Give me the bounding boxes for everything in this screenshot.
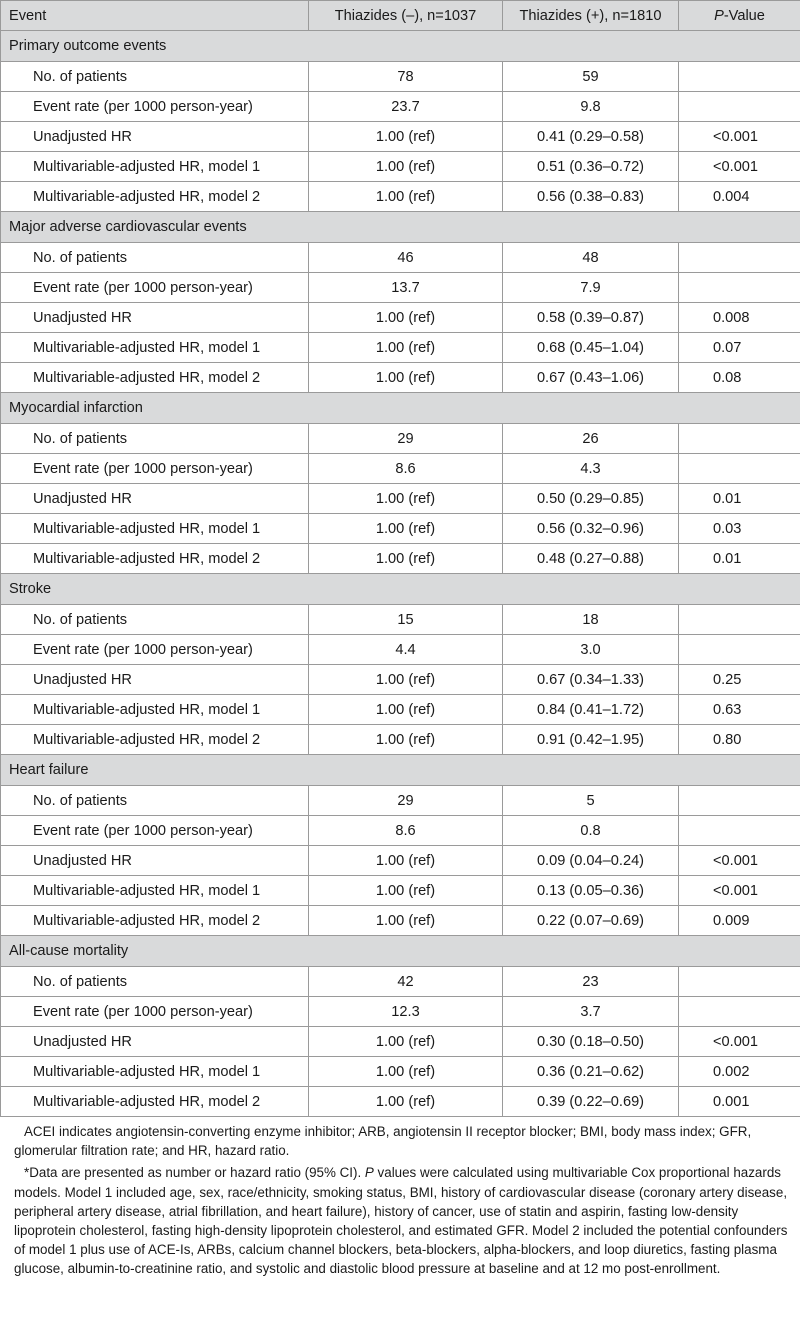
thiazides-positive-cell: 5: [503, 786, 679, 816]
thiazides-positive-cell: 48: [503, 243, 679, 273]
section-title: Primary outcome events: [1, 31, 800, 62]
row-label-cell: Event rate (per 1000 person-year): [1, 635, 309, 665]
p-value-cell: [679, 243, 800, 273]
row-label-cell: No. of patients: [1, 605, 309, 635]
thiazides-positive-cell: 18: [503, 605, 679, 635]
thiazides-negative-cell: 1.00 (ref): [309, 303, 503, 333]
row-label-cell: Event rate (per 1000 person-year): [1, 273, 309, 303]
row-label-cell: No. of patients: [1, 967, 309, 997]
row-label-cell: Multivariable-adjusted HR, model 2: [1, 725, 309, 755]
thiazides-negative-cell: 1.00 (ref): [309, 363, 503, 393]
row-label-cell: Multivariable-adjusted HR, model 1: [1, 152, 309, 182]
table-row: [1, 424, 800, 454]
p-value-cell: 0.01: [679, 484, 800, 514]
row-label-cell: Multivariable-adjusted HR, model 1: [1, 876, 309, 906]
row-label-cell: Unadjusted HR: [1, 665, 309, 695]
thiazides-positive-cell: 0.13 (0.05–0.36): [503, 876, 679, 906]
methods-note-p-italic: P: [364, 1165, 374, 1181]
p-value-cell: 0.001: [679, 1087, 800, 1117]
thiazides-negative-cell: 8.6: [309, 454, 503, 484]
p-value-cell: [679, 92, 800, 122]
thiazides-negative-cell: 23.7: [309, 92, 503, 122]
table-row: [1, 273, 800, 303]
methods-note: [14, 1163, 792, 1278]
row-label-cell: No. of patients: [1, 243, 309, 273]
thiazides-positive-cell: 0.39 (0.22–0.69): [503, 1087, 679, 1117]
table-row: [1, 544, 800, 574]
thiazides-negative-cell: 4.4: [309, 635, 503, 665]
thiazides-positive-cell: 23: [503, 967, 679, 997]
table-row: [1, 605, 800, 635]
p-value-cell: [679, 635, 800, 665]
p-value-cell: [679, 605, 800, 635]
thiazides-negative-cell: 1.00 (ref): [309, 1027, 503, 1057]
p-value-cell: 0.63: [679, 695, 800, 725]
p-value-cell: 0.002: [679, 1057, 800, 1087]
header-thiazides-negative: Thiazides (–), n=1037: [309, 1, 503, 31]
table-row: [1, 484, 800, 514]
row-label-cell: No. of patients: [1, 62, 309, 92]
p-value-cell: 0.008: [679, 303, 800, 333]
p-value-cell: <0.001: [679, 876, 800, 906]
thiazides-negative-cell: 12.3: [309, 997, 503, 1027]
row-label-cell: Multivariable-adjusted HR, model 1: [1, 1057, 309, 1087]
p-value-cell: [679, 454, 800, 484]
table-row: [1, 122, 800, 152]
table-row: [1, 846, 800, 876]
thiazides-negative-cell: 1.00 (ref): [309, 695, 503, 725]
row-label-cell: No. of patients: [1, 424, 309, 454]
table-row: [1, 635, 800, 665]
p-value-cell: <0.001: [679, 122, 800, 152]
table-row: [1, 906, 800, 936]
thiazides-positive-cell: 0.09 (0.04–0.24): [503, 846, 679, 876]
table-body: [1, 31, 800, 1117]
methods-note-body: values were calculated using multivariable Cox proportional hazards models. Model 1 included age, sex, race/ethnicity, smoking status, BMI, history of cardiovascular disease (coronary artery disease, peripheral artery disease, atrial fibrillation, and heart failure), history of cancer, use of statin and aspirin, fasting low-density lipoprotein cholesterol, fasting high-density lipoprotein cholesterol, and estimated GFR. Model 2 included the potential confounders of model 1 plus use of ACE-Is, ARBs, calcium channel blockers, beta-blockers, alpha-blockers, and loop diuretics, fasting plasma glucose, albumin-to-creatinine ratio, and systolic and diastolic blood pressure at baseline and at 12 mo post-enrollment.: [14, 1165, 788, 1277]
thiazides-negative-cell: 29: [309, 786, 503, 816]
thiazides-positive-cell: 7.9: [503, 273, 679, 303]
p-value-cell: 0.25: [679, 665, 800, 695]
section-row: [1, 393, 800, 424]
thiazides-positive-cell: 0.8: [503, 816, 679, 846]
thiazides-negative-cell: 1.00 (ref): [309, 665, 503, 695]
row-label-cell: Multivariable-adjusted HR, model 2: [1, 182, 309, 212]
p-value-cell: 0.03: [679, 514, 800, 544]
row-label-cell: Unadjusted HR: [1, 303, 309, 333]
table-row: [1, 1057, 800, 1087]
table-row: [1, 333, 800, 363]
thiazides-negative-cell: 78: [309, 62, 503, 92]
thiazides-negative-cell: 29: [309, 424, 503, 454]
table-row: [1, 725, 800, 755]
table-row: [1, 1027, 800, 1057]
table-row: [1, 62, 800, 92]
table-row: [1, 816, 800, 846]
table-row: [1, 997, 800, 1027]
p-value-cell: [679, 816, 800, 846]
section-title: Myocardial infarction: [1, 393, 800, 424]
section-row: [1, 31, 800, 62]
thiazides-positive-cell: 0.84 (0.41–1.72): [503, 695, 679, 725]
thiazides-negative-cell: 8.6: [309, 816, 503, 846]
table-row: [1, 454, 800, 484]
thiazides-negative-cell: 13.7: [309, 273, 503, 303]
thiazides-negative-cell: 1.00 (ref): [309, 333, 503, 363]
thiazides-negative-cell: 15: [309, 605, 503, 635]
row-label-cell: Event rate (per 1000 person-year): [1, 454, 309, 484]
section-title: Heart failure: [1, 755, 800, 786]
thiazides-positive-cell: 0.51 (0.36–0.72): [503, 152, 679, 182]
thiazides-positive-cell: 0.67 (0.34–1.33): [503, 665, 679, 695]
row-label-cell: Multivariable-adjusted HR, model 2: [1, 1087, 309, 1117]
row-label-cell: Multivariable-adjusted HR, model 1: [1, 333, 309, 363]
p-value-cell: [679, 997, 800, 1027]
thiazides-positive-cell: 0.56 (0.32–0.96): [503, 514, 679, 544]
p-value-cell: [679, 273, 800, 303]
table-row: [1, 1087, 800, 1117]
p-value-cell: 0.01: [679, 544, 800, 574]
row-label-cell: Multivariable-adjusted HR, model 2: [1, 363, 309, 393]
thiazides-positive-cell: 0.41 (0.29–0.58): [503, 122, 679, 152]
thiazides-negative-cell: 1.00 (ref): [309, 1057, 503, 1087]
table-row: [1, 786, 800, 816]
thiazides-negative-cell: 1.00 (ref): [309, 484, 503, 514]
abbreviations-note: ACEI indicates angiotensin-converting enzyme inhibitor; ARB, angiotensin II receptor blocker; BMI, body mass index; GFR, glomerular filtration rate; and HR, hazard ratio.: [14, 1124, 752, 1159]
thiazides-positive-cell: 0.58 (0.39–0.87): [503, 303, 679, 333]
p-value-cell: <0.001: [679, 152, 800, 182]
table-row: [1, 363, 800, 393]
section-title: All-cause mortality: [1, 936, 800, 967]
thiazides-positive-cell: 0.68 (0.45–1.04): [503, 333, 679, 363]
p-value-cell: [679, 786, 800, 816]
p-value-cell: [679, 967, 800, 997]
row-label-cell: Event rate (per 1000 person-year): [1, 92, 309, 122]
thiazides-positive-cell: 9.8: [503, 92, 679, 122]
row-label-cell: Unadjusted HR: [1, 484, 309, 514]
row-label-cell: Unadjusted HR: [1, 122, 309, 152]
thiazides-positive-cell: 0.48 (0.27–0.88): [503, 544, 679, 574]
header-thiazides-positive: Thiazides (+), n=1810: [503, 1, 679, 31]
thiazides-positive-cell: 3.7: [503, 997, 679, 1027]
header-row: [1, 1, 800, 31]
thiazides-negative-cell: 1.00 (ref): [309, 544, 503, 574]
p-value-cell: <0.001: [679, 1027, 800, 1057]
row-label-cell: Multivariable-adjusted HR, model 2: [1, 544, 309, 574]
section-row: [1, 936, 800, 967]
section-row: [1, 574, 800, 605]
p-value-cell: <0.001: [679, 846, 800, 876]
table-footnotes: [0, 1117, 800, 1279]
thiazides-negative-cell: 1.00 (ref): [309, 876, 503, 906]
row-label-cell: Unadjusted HR: [1, 846, 309, 876]
table-row: [1, 514, 800, 544]
section-title: Major adverse cardiovascular events: [1, 212, 800, 243]
thiazides-negative-cell: 1.00 (ref): [309, 152, 503, 182]
thiazides-positive-cell: 0.30 (0.18–0.50): [503, 1027, 679, 1057]
thiazides-positive-cell: 0.91 (0.42–1.95): [503, 725, 679, 755]
p-value-cell: 0.80: [679, 725, 800, 755]
p-value-cell: 0.07: [679, 333, 800, 363]
row-label-cell: Event rate (per 1000 person-year): [1, 997, 309, 1027]
table-row: [1, 92, 800, 122]
table-row: [1, 876, 800, 906]
thiazides-positive-cell: 0.22 (0.07–0.69): [503, 906, 679, 936]
thiazides-negative-cell: 1.00 (ref): [309, 1087, 503, 1117]
section-row: [1, 755, 800, 786]
row-label-cell: Event rate (per 1000 person-year): [1, 816, 309, 846]
thiazides-positive-cell: 0.56 (0.38–0.83): [503, 182, 679, 212]
table-row: [1, 967, 800, 997]
table-row: [1, 182, 800, 212]
thiazides-positive-cell: 0.36 (0.21–0.62): [503, 1057, 679, 1087]
thiazides-positive-cell: 0.50 (0.29–0.85): [503, 484, 679, 514]
table-row: [1, 665, 800, 695]
table-row: [1, 303, 800, 333]
section-title: Stroke: [1, 574, 800, 605]
header-p-italic: P: [714, 7, 724, 24]
thiazides-negative-cell: 1.00 (ref): [309, 182, 503, 212]
row-label-cell: Multivariable-adjusted HR, model 2: [1, 906, 309, 936]
thiazides-positive-cell: 4.3: [503, 454, 679, 484]
section-row: [1, 212, 800, 243]
thiazides-positive-cell: 59: [503, 62, 679, 92]
thiazides-negative-cell: 1.00 (ref): [309, 122, 503, 152]
row-label-cell: Multivariable-adjusted HR, model 1: [1, 514, 309, 544]
thiazides-negative-cell: 46: [309, 243, 503, 273]
table-row: [1, 243, 800, 273]
table-row: [1, 152, 800, 182]
row-label-cell: No. of patients: [1, 786, 309, 816]
p-value-cell: [679, 62, 800, 92]
thiazides-negative-cell: 1.00 (ref): [309, 725, 503, 755]
row-label-cell: Unadjusted HR: [1, 1027, 309, 1057]
header-p-rest: -Value: [723, 7, 765, 24]
table-row: [1, 695, 800, 725]
header-event: Event: [1, 1, 309, 31]
thiazides-negative-cell: 1.00 (ref): [309, 846, 503, 876]
thiazides-negative-cell: 1.00 (ref): [309, 906, 503, 936]
row-label-cell: Multivariable-adjusted HR, model 1: [1, 695, 309, 725]
p-value-cell: [679, 424, 800, 454]
p-value-cell: 0.004: [679, 182, 800, 212]
methods-note-lead: *Data are presented as number or hazard ratio (95% CI).: [24, 1165, 365, 1181]
header-p-value: [679, 1, 800, 31]
p-value-cell: 0.08: [679, 363, 800, 393]
thiazides-positive-cell: 3.0: [503, 635, 679, 665]
thiazides-positive-cell: 0.67 (0.43–1.06): [503, 363, 679, 393]
thiazides-positive-cell: 26: [503, 424, 679, 454]
p-value-cell: 0.009: [679, 906, 800, 936]
thiazides-negative-cell: 42: [309, 967, 503, 997]
thiazides-negative-cell: 1.00 (ref): [309, 514, 503, 544]
